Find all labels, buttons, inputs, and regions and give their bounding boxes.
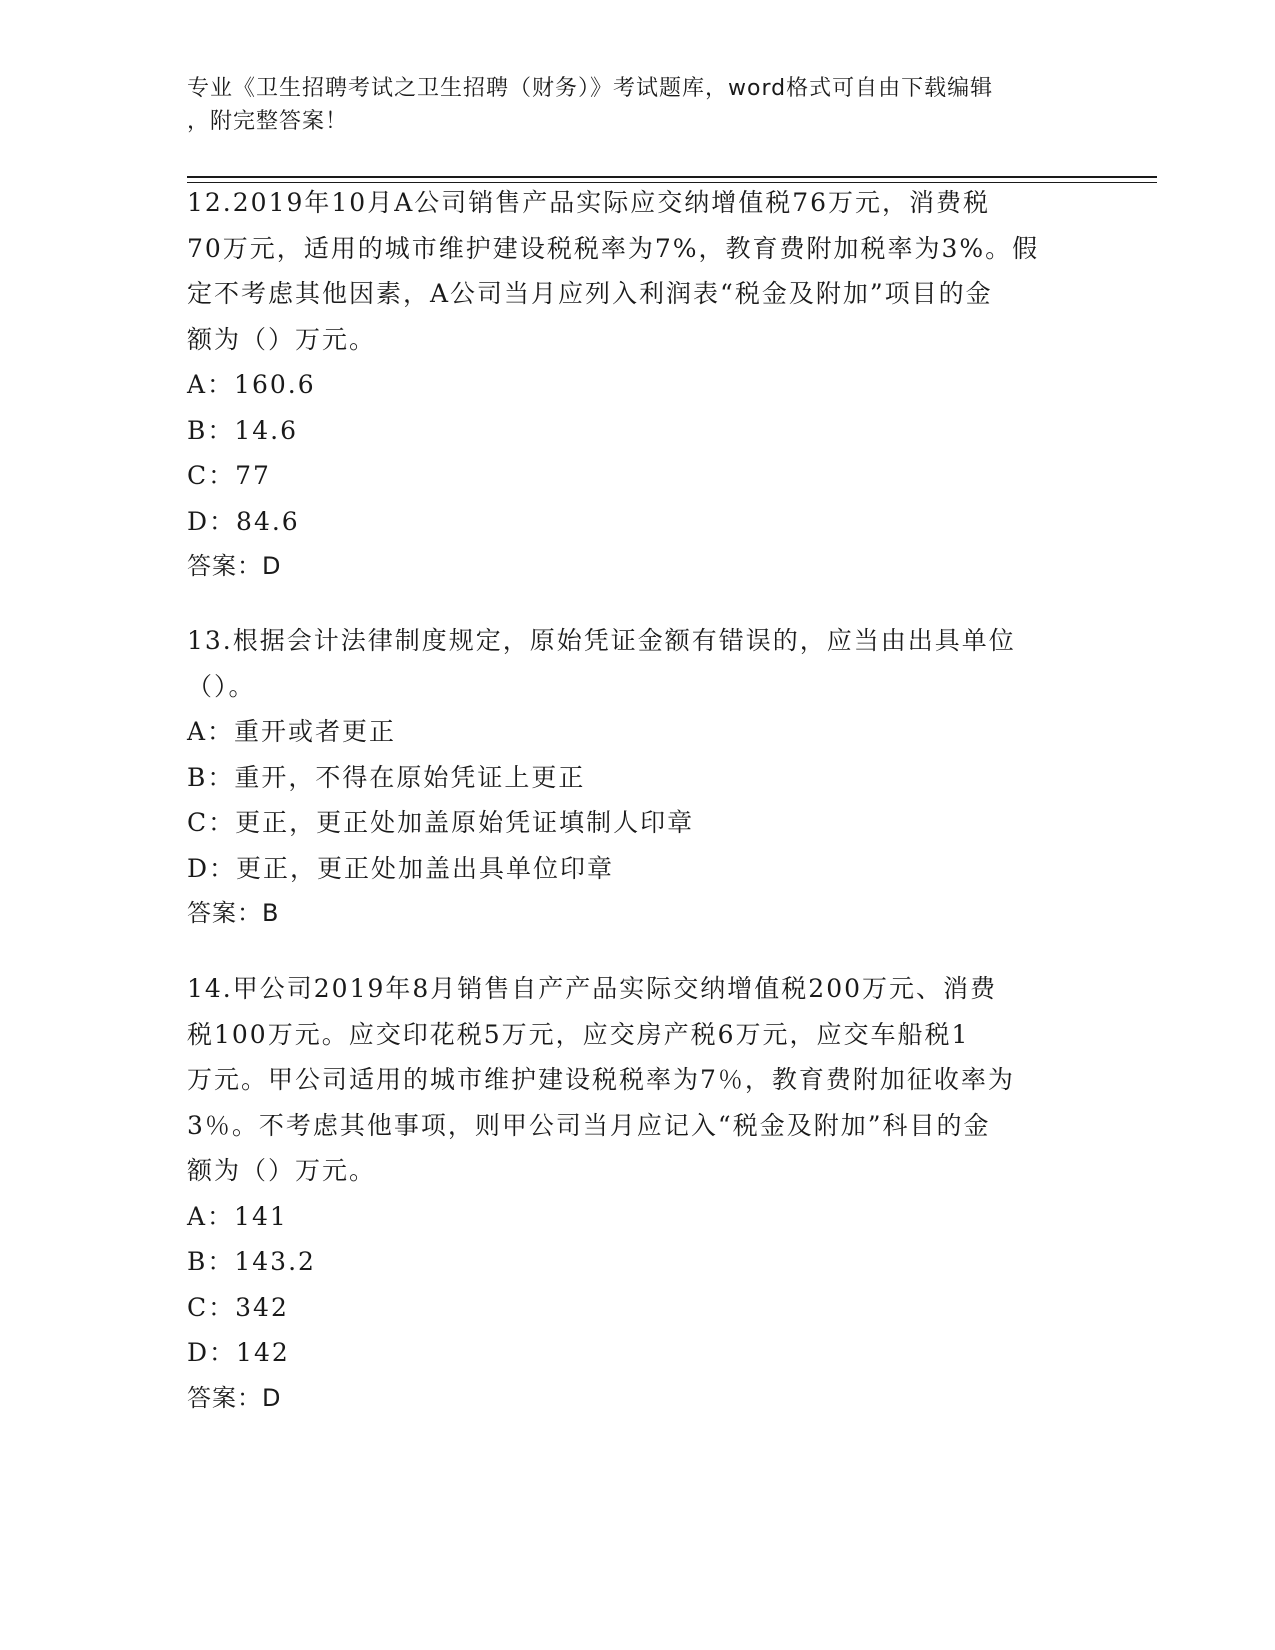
answer-line: 答案：B (187, 899, 280, 927)
option-c: C：更正，更正处加盖原始凭证填制人印章 (187, 808, 695, 837)
option-d: D：更正，更正处加盖出具单位印章 (187, 853, 615, 883)
question-stem-line: （）。 (187, 671, 256, 701)
question-stem-line: 14.甲公司2019年8月销售自产产品实际交纳增值税200万元、消费 (187, 974, 998, 1003)
question-stem-line: 定不考虑其他因素，A公司当月应列入利润表“税金及附加”项目的金 (187, 279, 993, 308)
header-title-line-2: ，附完整答案！ (187, 109, 349, 134)
option-b: B：143.2 (187, 1247, 316, 1276)
option-a: A：141 (187, 1201, 288, 1231)
question-stem-line: 12.2019年10月A公司销售产品实际应交纳增值税76万元，消费税 (187, 188, 991, 217)
option-a: A：160.6 (187, 370, 316, 399)
document-header (187, 72, 1087, 138)
question-stem-line: 13.根据会计法律制度规定，原始凭证金额有错误的，应当由出具单位 (187, 626, 1016, 655)
answer-line: 答案：D (187, 552, 282, 580)
question-14 (187, 966, 1087, 1421)
question-stem-line: 万元。甲公司适用的城市维护建设税税率为7％，教育费附加征收率为 (187, 1065, 1015, 1094)
option-a: A：重开或者更正 (187, 717, 397, 746)
answer-line: 答案：D (187, 1383, 282, 1412)
option-d: D：84.6 (187, 506, 300, 536)
header-divider-thick (187, 176, 1157, 178)
option-b: B：重开，不得在原始凭证上更正 (187, 762, 586, 792)
option-c: C：342 (187, 1292, 289, 1322)
question-stem-line: 额为（）万元。 (187, 1156, 377, 1185)
question-12 (187, 180, 1087, 590)
option-d: D：142 (187, 1338, 290, 1367)
header-title-line-1: 专业《卫生招聘考试之卫生招聘（财务）》考试题库，word格式可自由下载编辑 (187, 76, 994, 101)
option-c: C：77 (187, 461, 271, 490)
option-b: B：14.6 (187, 415, 299, 445)
question-13 (187, 618, 1087, 937)
question-stem-line: 额为（）万元。 (187, 324, 377, 354)
question-stem-line: 3％。不考虑其他事项，则甲公司当月应记入“税金及附加”科目的金 (187, 1110, 991, 1140)
question-stem-line: 70万元，适用的城市维护建设税税率为7%，教育费附加税率为3%。假 (187, 233, 1040, 263)
question-stem-line: 税100万元。应交印花税5万元，应交房产税6万元，应交车船税1 (187, 1019, 970, 1049)
